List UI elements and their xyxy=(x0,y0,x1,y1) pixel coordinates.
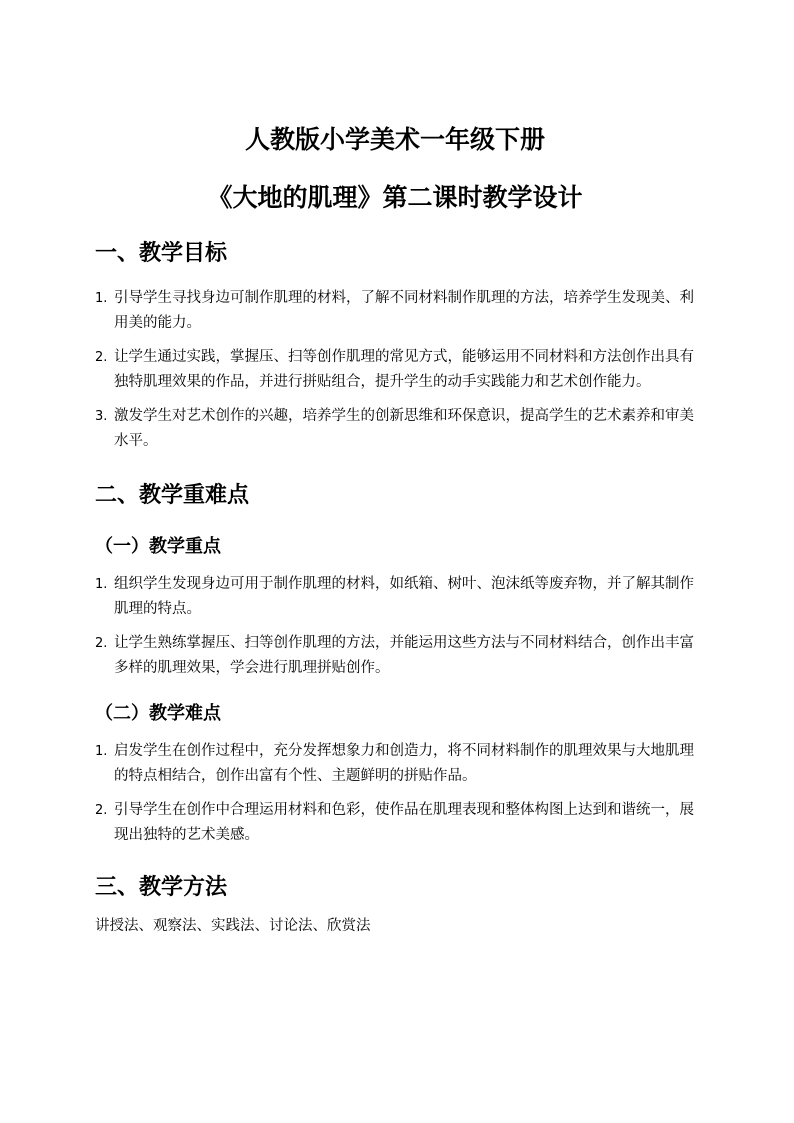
section-heading-objectives: 一、教学目标 xyxy=(95,241,228,266)
subsection-heading-difficulty: （二）教学难点 xyxy=(95,703,221,724)
list-text: 引导学生寻找身边可制作肌理的材料，了解不同材料制作肌理的方法，培养学生发现美、利用美的能力。 xyxy=(114,290,694,331)
methods-text: 讲授法、观察法、实践法、讨论法、欣赏法 xyxy=(95,918,371,934)
list-text: 启发学生在创作过程中，充分发挥想象力和创造力，将不同材料制作的肌理效果与大地肌理的特点相结合，创作出富有个性、主题鲜明的拼贴作品。 xyxy=(114,743,694,784)
list-item xyxy=(95,798,695,848)
section-heading-methods: 三、教学方法 xyxy=(95,875,228,900)
list-item xyxy=(95,631,695,681)
list-item xyxy=(95,404,695,454)
list-text: 组织学生发现身边可用于制作肌理的材料，如纸箱、树叶、泡沫纸等废弃物，并了解其制作肌理的特点。 xyxy=(114,576,694,617)
subsection-heading-focus: （一）教学重点 xyxy=(95,536,221,557)
list-text: 让学生通过实践，掌握压、扫等创作肌理的常见方式，能够运用不同材料和方法创作出具有独特肌理效果的作品，并进行拼贴组合，提升学生的动手实践能力和艺术创作能力。 xyxy=(114,349,694,390)
list-item xyxy=(95,286,695,336)
document-subtitle: 《大地的肌理》第二课时教学设计 xyxy=(207,183,583,212)
list-item xyxy=(95,739,695,789)
list-item xyxy=(95,345,695,395)
list-number: 2. xyxy=(95,350,108,365)
difficulty-list xyxy=(95,739,695,848)
list-text: 让学生熟练掌握压、扫等创作肌理的方法，并能运用这些方法与不同材料结合，创作出丰富多样的肌理效果，学会进行肌理拼贴创作。 xyxy=(114,635,694,676)
list-number: 1. xyxy=(95,744,108,759)
list-number: 1. xyxy=(95,577,108,592)
list-text: 激发学生对艺术创作的兴趣，培养学生的创新思维和环保意识，提高学生的艺术素养和审美水平。 xyxy=(114,408,694,449)
list-text: 引导学生在创作中合理运用材料和色彩，使作品在肌理表现和整体构图上达到和谐统一，展现出独特的艺术美感。 xyxy=(114,802,694,843)
focus-list xyxy=(95,572,695,681)
list-number: 3. xyxy=(95,409,108,424)
section-heading-key-points: 二、教学重难点 xyxy=(95,483,250,508)
document-body xyxy=(95,118,695,939)
list-number: 2. xyxy=(95,803,108,818)
list-item xyxy=(95,572,695,622)
document-title: 人教版小学美术一年级下册 xyxy=(244,125,545,154)
objectives-list xyxy=(95,286,695,454)
list-number: 1. xyxy=(95,291,108,306)
list-number: 2. xyxy=(95,636,108,651)
